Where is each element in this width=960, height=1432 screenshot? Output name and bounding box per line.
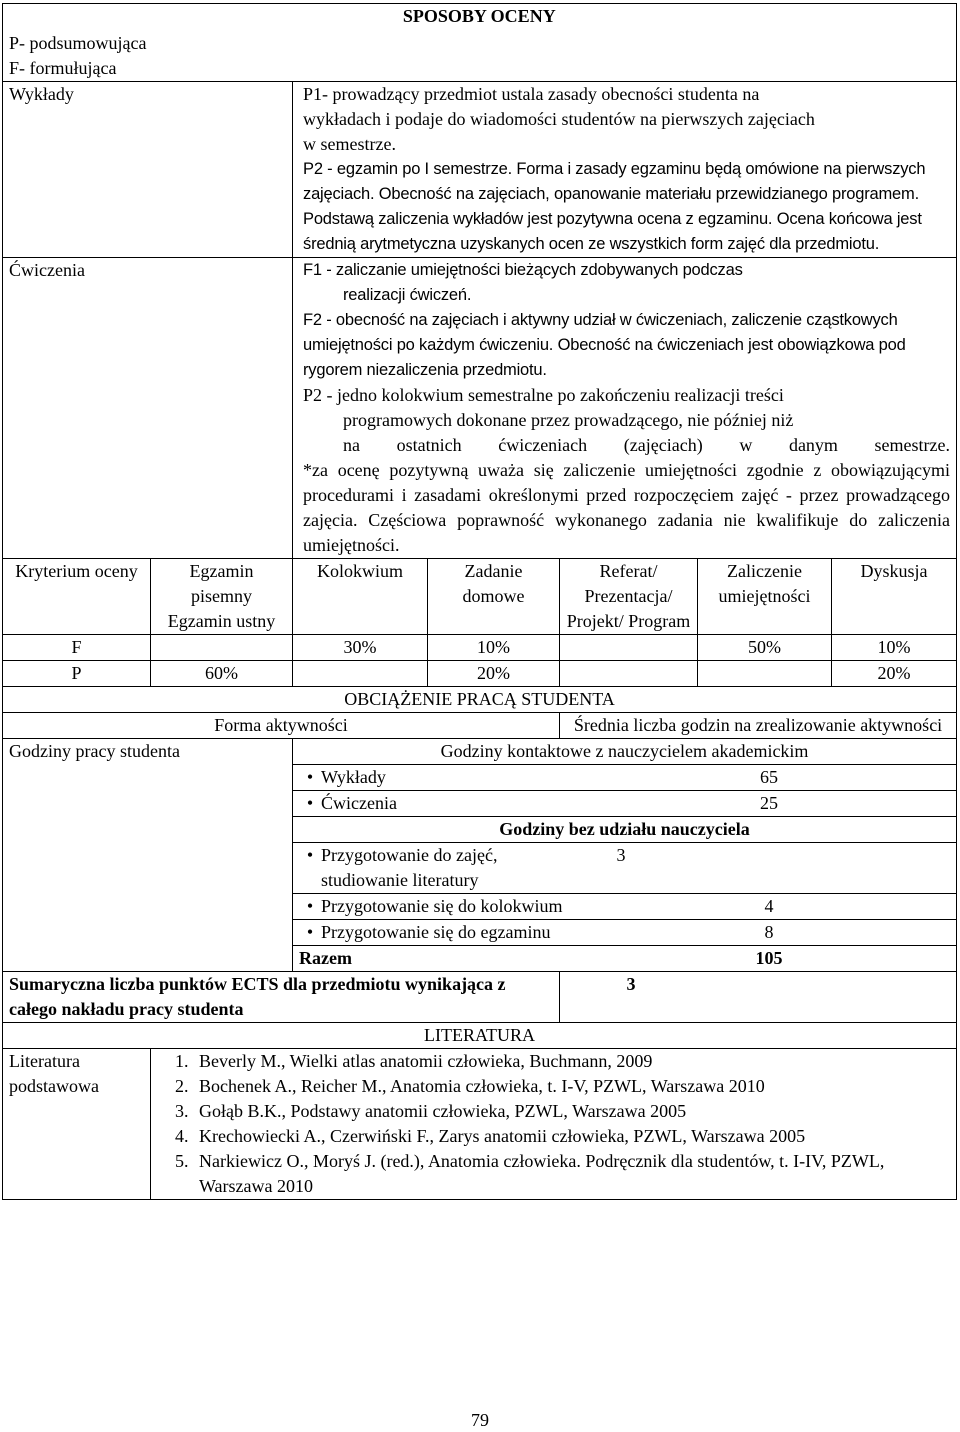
criteria-row-f	[3, 635, 957, 661]
literature-title: LITERATURA	[3, 1023, 957, 1049]
workload-item-hours: 65	[760, 767, 779, 787]
wyklady-p1-line3: w semestrze.	[303, 134, 396, 154]
criteria-header-row	[3, 559, 957, 635]
workload-item-kolokwium	[293, 894, 957, 920]
workload-item-przygotowanie	[293, 843, 957, 894]
workload-header-row	[3, 713, 957, 739]
ects-label: Sumaryczna liczba punktów ECTS dla przedmiotu wynikająca z całego nakładu pracy studenta	[3, 972, 560, 1023]
literature-item: 5. Narkiewicz O., Moryś J. (red.), Anatomia człowieka. Podręcznik dla studentów, t. I-IV, PZWL, Warszawa 2010	[193, 1149, 950, 1199]
workload-srednia: Średnia liczba godzin na zrealizowanie aktywności	[560, 713, 957, 739]
workload-item-hours: 4	[764, 896, 774, 916]
wyklady-p2-e: Ocena końcowa jest średnią arytmetyczna uzyskanych ocen ze wszystkich form zajęć dla przedmiotu.	[303, 210, 922, 253]
criteria-p-zadanie: 20%	[428, 661, 560, 687]
cwiczenia-f1-b: realizacji ćwiczeń.	[343, 286, 472, 304]
criteria-dyskusja: Dyskusja	[832, 559, 957, 635]
cwiczenia-f2-b: Obecność na ćwiczeniach jest obowiązkowa pod rygorem niezaliczenia przedmiotu.	[303, 336, 906, 379]
criteria-label: Kryterium oceny	[3, 559, 151, 635]
criteria-p-egzamin: 60%	[151, 661, 293, 687]
criteria-f-referat	[560, 635, 698, 661]
workload-godziny-label: Godziny pracy studenta	[3, 739, 293, 972]
wyklady-p2	[303, 157, 950, 257]
workload-item-label: Wykłady	[321, 767, 386, 787]
bullet-icon: •	[306, 896, 314, 916]
ects-value-cell	[560, 972, 957, 1023]
cwiczenia-p2-a: P2 - jedno kolokwium semestralne po zakończeniu realizacji treści	[303, 385, 784, 405]
criteria-f-dyskusja: 10%	[832, 635, 957, 661]
criteria-f-zadanie: 10%	[428, 635, 560, 661]
workload-item-egzamin	[293, 920, 957, 946]
criteria-p-dyskusja: 20%	[832, 661, 957, 687]
workload-title: OBCIĄŻENIE PRACĄ STUDENTA	[3, 687, 957, 713]
razem-value: 105	[755, 948, 783, 968]
criteria-zadanie: Zadanie domowe	[428, 559, 560, 635]
literature-label: Literatura podstawowa	[3, 1049, 151, 1200]
criteria-f-zaliczenie: 50%	[698, 635, 832, 661]
literature-title-row	[3, 1023, 957, 1049]
literature-item: 2. Bochenek A., Reicher M., Anatomia człowieka, t. I-V, PZWL, Warszawa 2010	[193, 1074, 950, 1099]
workload-kontakt-row	[3, 739, 957, 765]
workload-item-wyklady	[293, 765, 957, 791]
criteria-f-label: F	[3, 635, 151, 661]
criteria-p-label: P	[3, 661, 151, 687]
wyklady-p1-line1: P1- prowadzący przedmiot ustala zasady obecności studenta na	[303, 84, 760, 104]
wyklady-content	[293, 82, 957, 258]
criteria-kolokwium: Kolokwium	[293, 559, 428, 635]
wyklady-p2-c: Obecność na zajęciach, opanowanie materiału przewidzianego programem.	[378, 185, 919, 203]
wyklady-p2-a: P2 - egzamin po I semestrze.	[303, 160, 513, 178]
wyklady-row	[3, 82, 957, 258]
cwiczenia-p2-c: na ostatnich ćwiczeniach (zajęciach) w danym semestrze.	[343, 435, 951, 455]
wyklady-p2-b: Forma i zasady egzaminu będą omówione na pierwszych zajęciach.	[303, 160, 926, 203]
cwiczenia-label: Ćwiczenia	[3, 258, 293, 559]
workload-kontaktowe: Godziny kontaktowe z nauczycielem akademickim	[293, 739, 957, 765]
criteria-p-kolokwium	[293, 661, 428, 687]
literature-row	[3, 1049, 957, 1200]
workload-title-row	[3, 687, 957, 713]
cwiczenia-f2	[303, 308, 950, 383]
workload-item-label: Przygotowanie do zajęć, studiowanie literatury	[321, 845, 498, 890]
cwiczenia-content	[293, 258, 957, 559]
wyklady-label: Wykłady	[3, 82, 293, 258]
razem-label: Razem	[299, 948, 352, 968]
cwiczenia-row	[3, 258, 957, 559]
criteria-p-referat	[560, 661, 698, 687]
cwiczenia-p2-b: programowych dokonane przez prowadzącego, nie później niż	[343, 410, 794, 430]
ects-row	[3, 972, 957, 1023]
workload-item-label: Przygotowanie się do kolokwium	[321, 896, 563, 916]
workload-forma: Forma aktywności	[3, 713, 560, 739]
bullet-icon: •	[306, 922, 314, 942]
literature-list	[157, 1049, 950, 1199]
workload-item-label: Ćwiczenia	[321, 793, 397, 813]
criteria-p-zaliczenie	[698, 661, 832, 687]
cwiczenia-f2-a: F2 - obecność na zajęciach i aktywny udział w ćwiczeniach, zaliczenie cząstkowych umiejętności po każdym ćwiczeniu.	[303, 311, 898, 354]
assessment-type-f: F- formułująca	[9, 58, 117, 78]
criteria-zaliczenie: Zaliczenie umiejętności	[698, 559, 832, 635]
header-row	[3, 4, 957, 82]
workload-item-label: Przygotowanie się do egzaminu	[321, 922, 551, 942]
workload-item-hours: 8	[764, 922, 774, 942]
literature-list-cell	[151, 1049, 957, 1200]
cwiczenia-note: *za ocenę pozytywną uważa się zaliczenie umiejętności zgodnie z obowiązującymi procedurami i zasadami określonymi przed rozpoczęciem zajęć - przez prowadzącego zajęcia. Częściowa poprawność wykonanego zadania nie kwalifikuje do zaliczenia umiejętności.	[303, 460, 951, 555]
assessment-table	[2, 3, 957, 1200]
criteria-row-p	[3, 661, 957, 687]
wyklady-p2-d: Podstawą zaliczenia wykładów jest pozytywna ocena z egzaminu.	[303, 210, 773, 228]
page-number: 79	[471, 1410, 489, 1430]
wyklady-p1-line2: wykładach i podaje do wiadomości studentów na pierwszych zajęciach	[303, 109, 815, 129]
sposoby-oceny-title: SPOSOBY OCENY	[402, 6, 556, 26]
literature-item: 4. Krechowiecki A., Czerwiński F., Zarys anatomii człowieka, PZWL, Warszawa 2005	[193, 1124, 950, 1149]
workload-bez-udzialu: Godziny bez udziału nauczyciela	[293, 817, 957, 843]
section-title	[293, 4, 957, 82]
ects-value: 3	[626, 974, 636, 994]
workload-item-hours: 3	[616, 845, 626, 865]
cwiczenia-f1-a: F1 - zaliczanie umiejętności bieżących zdobywanych podczas	[303, 261, 743, 279]
bullet-icon: •	[306, 845, 314, 865]
criteria-f-kolokwium: 30%	[293, 635, 428, 661]
criteria-referat: Referat/ Prezentacja/ Projekt/ Program	[560, 559, 698, 635]
cwiczenia-f1	[303, 258, 950, 383]
bullet-icon: •	[306, 767, 314, 787]
criteria-f-egzamin	[151, 635, 293, 661]
assessment-type-p: P- podsumowująca	[9, 33, 147, 53]
workload-razem	[293, 946, 957, 972]
literature-item: 3. Gołąb B.K., Podstawy anatomii człowieka, PZWL, Warszawa 2005	[193, 1099, 950, 1124]
workload-item-hours: 25	[760, 793, 779, 813]
workload-item-cwiczenia	[293, 791, 957, 817]
literature-item: 1. Beverly M., Wielki atlas anatomii człowieka, Buchmann, 2009	[193, 1049, 950, 1074]
criteria-egzamin: Egzamin pisemny Egzamin ustny	[151, 559, 293, 635]
bullet-icon: •	[306, 793, 314, 813]
